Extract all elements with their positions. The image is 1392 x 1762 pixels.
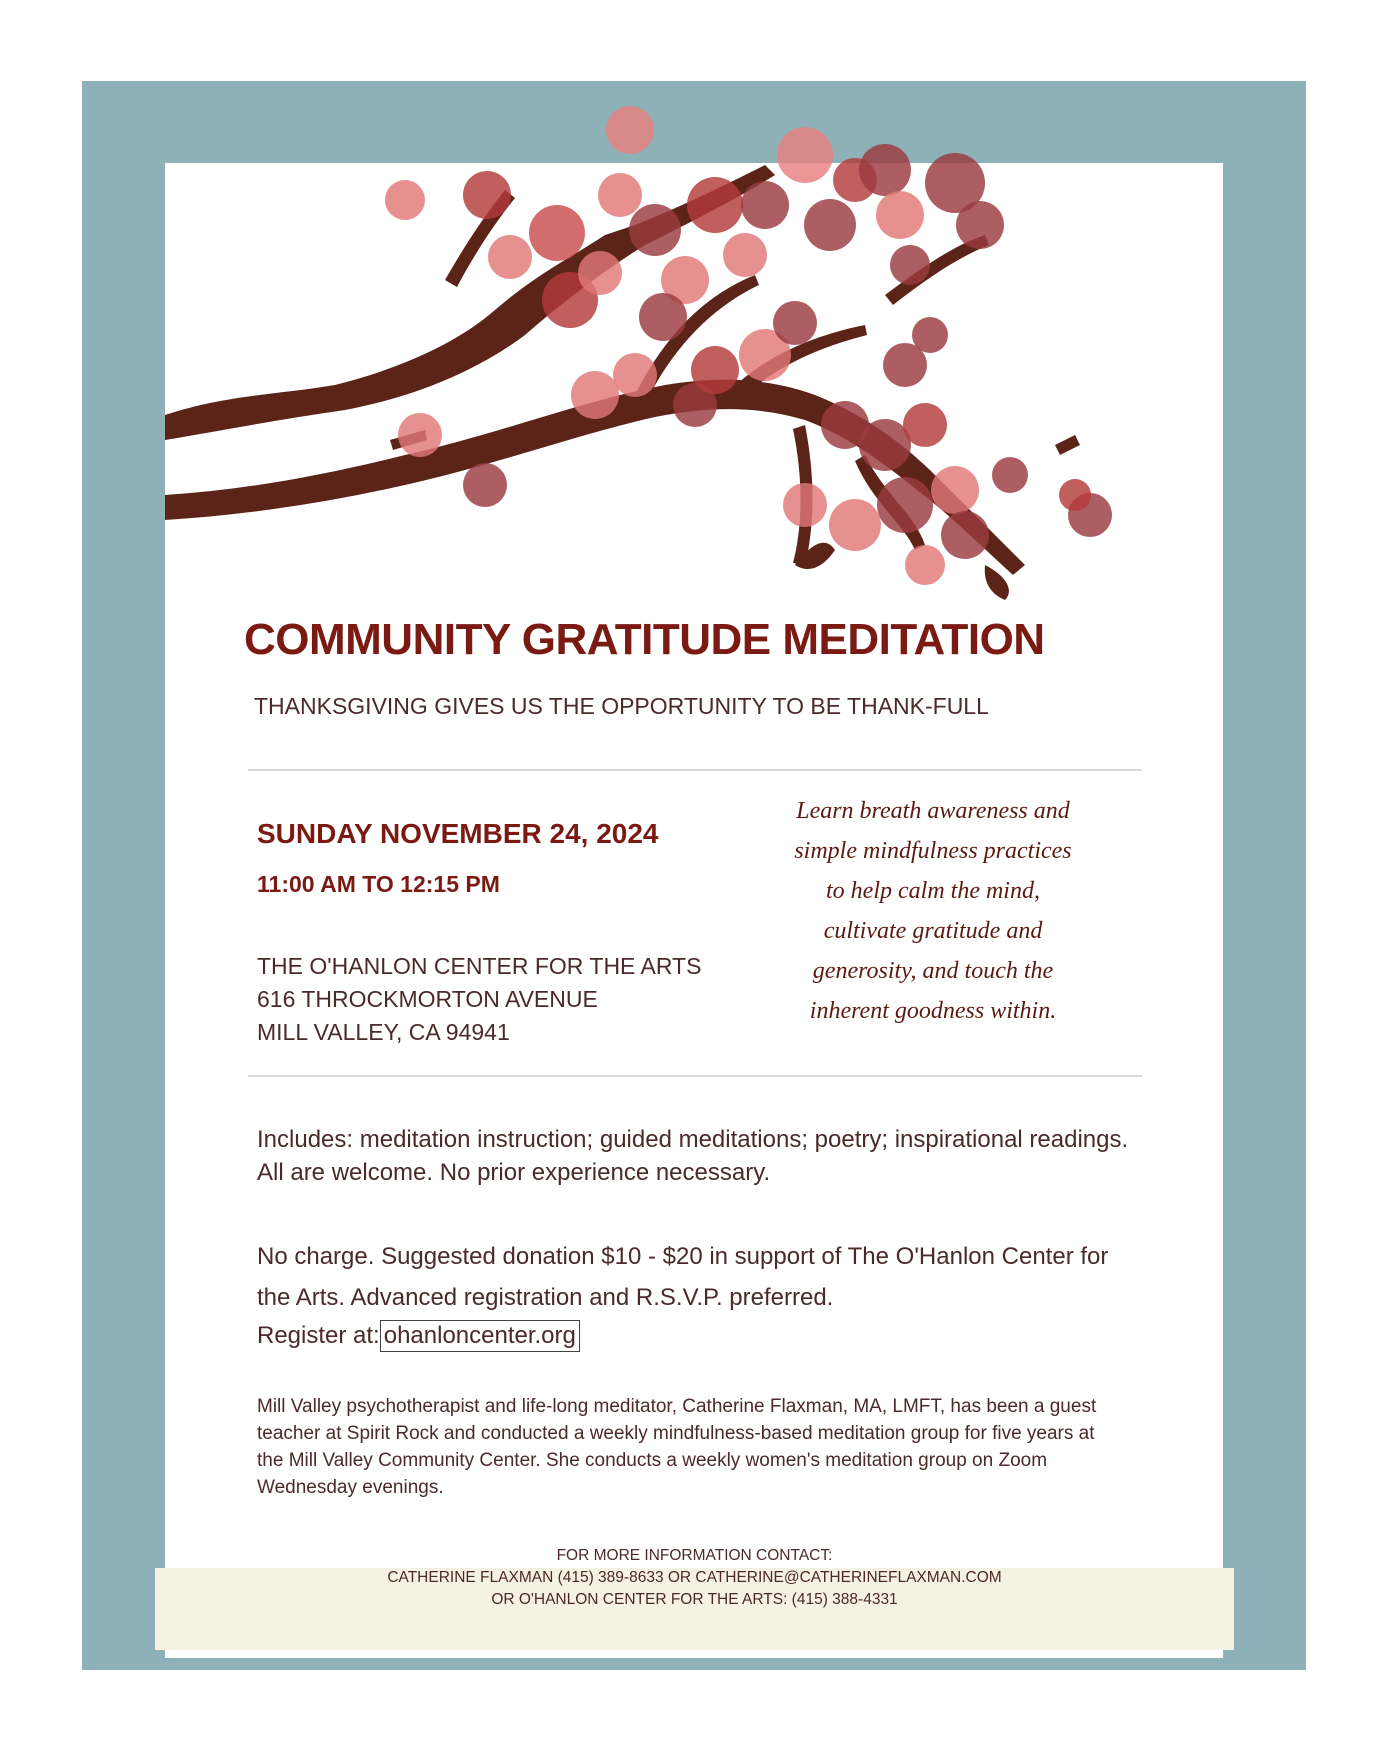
contact-line-2: OR O'HANLON CENTER FOR THE ARTS: (415) 388-4331 bbox=[491, 1591, 898, 1608]
divider-bottom bbox=[248, 1075, 1142, 1077]
venue-name: THE O'HANLON CENTER FOR THE ARTS bbox=[257, 953, 702, 979]
divider-top bbox=[248, 769, 1142, 771]
donation-paragraph: No charge. Suggested donation $10 - $20 in support of The O'Hanlon Center for the Arts. Advanced registration and R.S.V.P. preferred. bbox=[257, 1243, 1109, 1311]
event-title: COMMUNITY GRATITUDE MEDITATION bbox=[244, 615, 1045, 664]
teacher-bio: Mill Valley psychotherapist and life-long meditator, Catherine Flaxman, MA, LMFT, has been a guest teacher at Spirit Rock and conducted a weekly mindfulness-based meditation group for five years at the Mill Valley Community Center. She conducts a weekly women's meditation group on Zoom Wednesday evenings. bbox=[257, 1396, 1097, 1498]
includes-paragraph: Includes: meditation instruction; guided meditations; poetry; inspirational readings. All are welcome. No prior experience necessary. bbox=[257, 1126, 1129, 1186]
blurb-line: cultivate gratitude and bbox=[823, 918, 1043, 944]
venue-address bbox=[257, 950, 757, 1049]
contact-line-1: CATHERINE FLAXMAN (415) 389-8633 OR CATHERINE@CATHERINEFLAXMAN.COM bbox=[387, 1569, 1002, 1586]
register-link[interactable]: ohanloncenter.org bbox=[380, 1320, 580, 1352]
blurb-line: inherent goodness within. bbox=[809, 998, 1057, 1024]
event-date: SUNDAY NOVEMBER 24, 2024 bbox=[257, 818, 659, 849]
venue-street: 616 THROCKMORTON AVENUE bbox=[257, 986, 598, 1012]
blurb-line: Learn breath awareness and bbox=[796, 798, 1070, 824]
register-line bbox=[257, 1320, 580, 1352]
event-subtitle: THANKSGIVING GIVES US THE OPPORTUNITY TO BE THANK-FULL bbox=[254, 693, 989, 719]
contact-info bbox=[155, 1545, 1234, 1611]
event-time: 11:00 AM TO 12:15 PM bbox=[257, 871, 500, 897]
contact-heading: FOR MORE INFORMATION CONTACT: bbox=[556, 1547, 833, 1564]
blurb-line: simple mindfulness practices bbox=[794, 838, 1072, 864]
autumn-branch-illustration bbox=[165, 95, 1165, 615]
blurb-line: generosity, and touch the bbox=[812, 958, 1054, 984]
event-blurb bbox=[752, 791, 1114, 1031]
register-label: Register at: bbox=[257, 1322, 380, 1349]
blurb-line: to help calm the mind, bbox=[826, 878, 1040, 904]
venue-city: MILL VALLEY, CA 94941 bbox=[257, 1019, 510, 1045]
